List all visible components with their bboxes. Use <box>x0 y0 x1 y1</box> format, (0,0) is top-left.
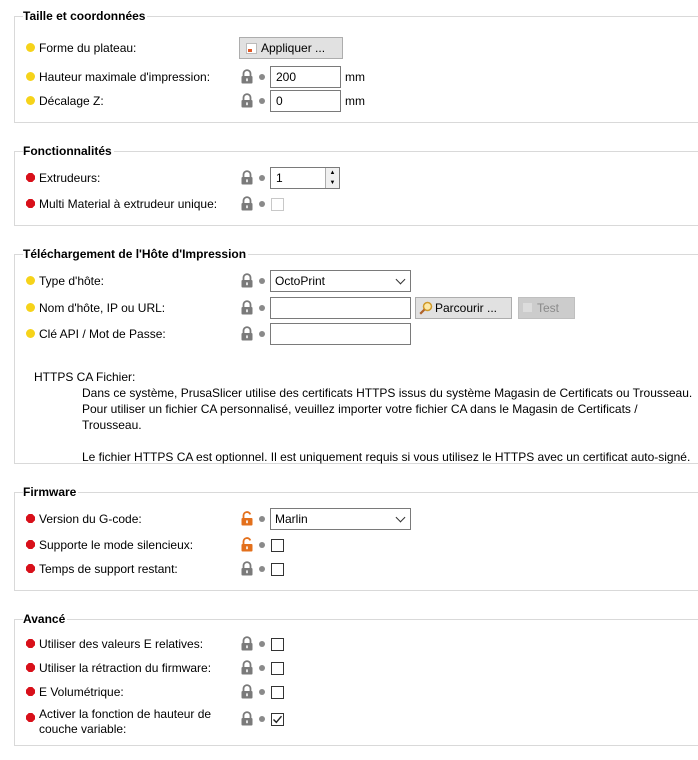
group-title-advanced: Avancé <box>23 612 66 626</box>
lock-icon[interactable] <box>240 93 254 108</box>
z-offset-unit: mm <box>345 94 365 108</box>
lock-icon[interactable] <box>240 196 254 211</box>
expert-mode-dot <box>26 514 35 523</box>
extruders-label: Extrudeurs: <box>39 171 101 185</box>
row-single-extruder-mm <box>0 193 698 215</box>
api-key-input[interactable] <box>270 323 411 345</box>
row-api-key <box>0 323 698 345</box>
system-value-dot-icon[interactable] <box>259 566 265 572</box>
system-value-dot-icon[interactable] <box>259 331 265 337</box>
system-value-dot-icon[interactable] <box>259 516 265 522</box>
row-remaining-times <box>0 558 698 580</box>
expert-mode-dot <box>26 564 35 573</box>
simple-mode-dot <box>26 96 35 105</box>
expert-mode-dot <box>26 540 35 549</box>
system-value-dot-icon[interactable] <box>259 201 265 207</box>
system-value-dot-icon[interactable] <box>259 278 265 284</box>
max-height-label: Hauteur maximale d'impression: <box>39 70 211 84</box>
spin-up-button[interactable]: ▲ <box>325 168 339 179</box>
system-value-dot-icon[interactable] <box>259 542 265 548</box>
group-title-features: Fonctionnalités <box>23 144 112 158</box>
silent-mode-checkbox[interactable] <box>271 539 284 552</box>
volumetric-e-checkbox[interactable] <box>271 686 284 699</box>
bed-shape-label: Forme du plateau: <box>39 41 137 55</box>
extruders-spin-input[interactable]: 1 ▲ ▼ <box>270 167 340 189</box>
system-value-dot-icon[interactable] <box>259 716 265 722</box>
gcode-flavor-select[interactable]: Marlin <box>270 508 411 530</box>
fw-retraction-label: Utiliser la rétraction du firmware: <box>39 661 212 675</box>
row-bed-shape <box>0 37 698 59</box>
row-relative-e <box>0 633 698 655</box>
row-hostname <box>0 297 698 319</box>
lock-icon[interactable] <box>240 326 254 341</box>
variable-layer-label-line-1: Activer la fonction de hauteur de <box>39 707 212 721</box>
system-value-dot-icon[interactable] <box>259 98 265 104</box>
simple-mode-dot <box>26 329 35 338</box>
group-title-host: Téléchargement de l'Hôte d'Impression <box>23 247 247 261</box>
browse-button[interactable]: Parcourir ... <box>415 297 512 319</box>
fw-retraction-checkbox[interactable] <box>271 662 284 675</box>
lock-icon[interactable] <box>240 300 254 315</box>
expert-mode-dot <box>26 199 35 208</box>
api-key-label: Clé API / Mot de Passe: <box>39 327 166 341</box>
https-ca-line-2: Pour utiliser un fichier CA personnalisé, veuillez importer votre fichier CA dans le Magasin de Certificats / Trousseau. <box>82 402 638 432</box>
group-title-firmware: Firmware <box>23 485 77 499</box>
lock-icon[interactable] <box>240 69 254 84</box>
test-button[interactable]: Test <box>518 297 575 319</box>
row-gcode-flavor <box>0 508 698 530</box>
expert-mode-dot <box>26 713 35 722</box>
https-ca-info <box>34 369 698 465</box>
unlock-icon[interactable] <box>240 537 254 552</box>
checkmark-icon <box>272 714 283 725</box>
bed-shape-apply-button[interactable]: Appliquer ... <box>239 37 343 59</box>
hostname-input[interactable] <box>270 297 411 319</box>
lock-icon[interactable] <box>240 273 254 288</box>
test-icon <box>523 303 532 312</box>
spin-down-button[interactable]: ▼ <box>325 178 339 188</box>
bed-shape-icon <box>246 43 257 54</box>
system-value-dot-icon[interactable] <box>259 305 265 311</box>
expert-mode-dot <box>26 173 35 182</box>
z-offset-input[interactable]: 0 <box>270 90 341 112</box>
row-silent-mode <box>0 534 698 556</box>
simple-mode-dot <box>26 276 35 285</box>
silent-mode-label: Supporte le mode silencieux: <box>39 538 194 552</box>
max-height-unit: mm <box>345 70 365 84</box>
https-ca-line-3: Le fichier HTTPS CA est optionnel. Il est uniquement requis si vous utilisez le HTTPS avec un certificat auto-signé. <box>82 450 691 464</box>
simple-mode-dot <box>26 303 35 312</box>
gcode-flavor-label: Version du G-code: <box>39 512 142 526</box>
lock-icon[interactable] <box>240 170 254 185</box>
volumetric-e-label: E Volumétrique: <box>39 685 124 699</box>
max-height-input[interactable]: 200 <box>270 66 341 88</box>
unlock-icon[interactable] <box>240 511 254 526</box>
system-value-dot-icon[interactable] <box>259 641 265 647</box>
chevron-down-icon <box>396 275 406 285</box>
lock-icon[interactable] <box>240 684 254 699</box>
variable-layer-label-line-2: couche variable: <box>39 722 127 736</box>
hostname-label: Nom d'hôte, IP ou URL: <box>39 301 166 315</box>
lock-icon[interactable] <box>240 711 254 726</box>
relative-e-checkbox[interactable] <box>271 638 284 651</box>
row-variable-layer-height <box>0 705 698 737</box>
single-extruder-mm-checkbox[interactable] <box>271 198 284 211</box>
lock-icon[interactable] <box>240 561 254 576</box>
lock-icon[interactable] <box>240 636 254 651</box>
chevron-down-icon <box>396 513 406 523</box>
variable-layer-checkbox[interactable] <box>271 713 284 726</box>
expert-mode-dot <box>26 663 35 672</box>
host-type-label: Type d'hôte: <box>39 274 105 288</box>
https-ca-title: HTTPS CA Fichier: <box>34 370 136 384</box>
group-title-size: Taille et coordonnées <box>23 9 146 23</box>
host-type-select[interactable]: OctoPrint <box>270 270 411 292</box>
system-value-dot-icon[interactable] <box>259 665 265 671</box>
expert-mode-dot <box>26 687 35 696</box>
row-fw-retraction <box>0 657 698 679</box>
https-ca-line-1: Dans ce système, PrusaSlicer utilise des certificats HTTPS issus du système Magasin de Certificats ou Trousseau. <box>82 386 693 400</box>
expert-mode-dot <box>26 639 35 648</box>
lock-icon[interactable] <box>240 660 254 675</box>
system-value-dot-icon[interactable] <box>259 175 265 181</box>
remaining-times-checkbox[interactable] <box>271 563 284 576</box>
row-host-type <box>0 270 698 292</box>
simple-mode-dot <box>26 72 35 81</box>
system-value-dot-icon[interactable] <box>259 74 265 80</box>
system-value-dot-icon[interactable] <box>259 689 265 695</box>
row-max-height <box>0 66 698 88</box>
single-extruder-mm-label: Multi Material à extrudeur unique: <box>39 197 218 211</box>
relative-e-label: Utiliser des valeurs E relatives: <box>39 637 204 651</box>
https-ca-spacer <box>34 433 698 449</box>
z-offset-label: Décalage Z: <box>39 94 104 108</box>
remaining-times-label: Temps de support restant: <box>39 562 178 576</box>
row-extruders <box>0 167 698 189</box>
row-z-offset <box>0 90 698 112</box>
search-icon <box>419 301 433 315</box>
row-volumetric-e <box>0 681 698 703</box>
simple-mode-dot <box>26 43 35 52</box>
